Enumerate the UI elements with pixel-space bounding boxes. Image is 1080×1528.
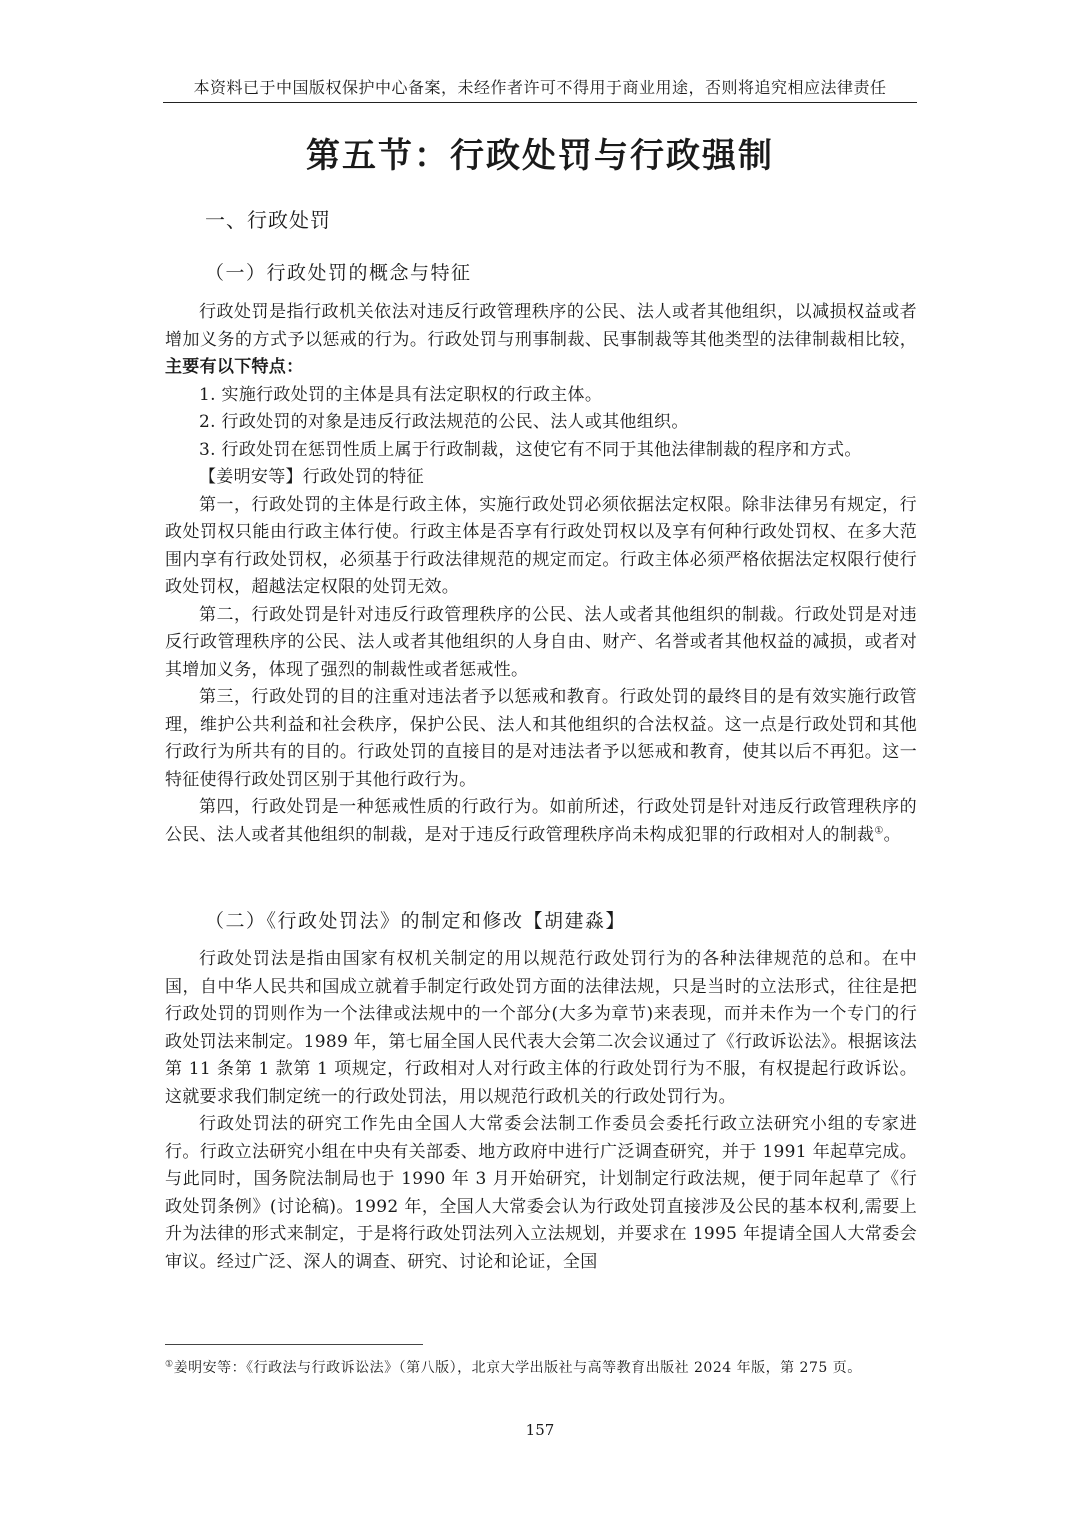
subsection-heading-2: （二）《行政处罚法》的制定和修改【胡建淼】 — [205, 910, 627, 932]
feature-item-3: 3. 行政处罚在惩罚性质上属于行政制裁，这使它有不同于其他法律制裁的程序和方式。 — [199, 439, 862, 460]
subsection-heading-1: （一）行政处罚的概念与特征 — [205, 262, 472, 284]
intro-text: 行政处罚是指行政机关依法对违反行政管理秩序的公民、法人或者其他组织，以减损权益或者增加义务的方式予以惩戒的行为。行政处罚与刑事制裁、民事制裁等其他类型的法律制裁相比较， — [165, 302, 917, 350]
subsection-2-body — [165, 946, 917, 1276]
footnote — [165, 1356, 917, 1381]
paragraph-first: 第一，行政处罚的主体是行政主体，实施行政处罚必须依据法定权限。除非法律另有规定，行政处罚权只能由行政主体行使。行政主体是否享有行政处罚权以及享有何种行政处罚权、在多大范围内享有行政处罚权，必须基于行政法律规范的规定而定。行政主体必须严格依据法定权限行使行政处罚权，超越法定权限的处罚无效。 — [165, 494, 917, 597]
paragraph-third: 第三，行政处罚的目的注重对违法者予以惩戒和教育。行政处罚的最终目的是有效实施行政管理，维护公共利益和社会秩序，保护公民、法人和其他组织的合法权益。这一点是行政处罚和其他行政行为所共有的目的。行政处罚的直接目的是对违法者予以惩戒和教育，使其以后不再犯。这一特征使得行政处罚区别于其他行政行为。 — [165, 687, 917, 790]
page-number: 157 — [525, 1421, 555, 1439]
paragraph-fourth — [165, 794, 917, 849]
paragraph-fourth-end: 。 — [883, 824, 901, 845]
feature-item-2: 2. 行政处罚的对象是违反行政法规范的公民、法人或其他组织。 — [199, 412, 689, 432]
header-rule — [163, 102, 917, 103]
footnote-text: 姜明安等：《行政法与行政诉讼法》（第八版），北京大学出版社与高等教育出版社 2024 年版，第 275 页。 — [173, 1360, 862, 1376]
intro-paragraph — [165, 299, 917, 382]
subsection-1-body — [165, 299, 917, 849]
copyright-notice: 本资料已于中国版权保护中心备案，未经作者许可不得用于商业用途，否则将追究相应法律责任 — [193, 78, 887, 97]
section-heading: 一、行政处罚 — [205, 208, 331, 232]
footnote-reference[interactable]: ① — [874, 824, 884, 836]
source-label: 【姜明安等】行政处罚的特征 — [199, 467, 424, 487]
chapter-title: 第五节：行政处罚与行政强制 — [306, 136, 774, 176]
law-history-paragraph-1: 行政处罚法是指由国家有权机关制定的用以规范行政处罚行为的各种法律规范的总和。在中国，自中华人民共和国成立就着手制定行政处罚方面的法律法规，只是当时的立法形式，往往是把行政处罚的罚则作为一个法律或法规中的一个部分(大多为章节)来表现，而并未作为一个专门的行政处罚法来制定。1989 年，第七届全国人民代表大会第二次会议通过了《行政诉讼法》。根据该法第 11 条第 1 款第 1 项规定，行政相对人对行政主体的行政处罚行为不服，有权提起行政诉讼。这就要求我们制定统一的行政处罚法，用以规范行政机关的行政处罚行为。 — [165, 949, 917, 1107]
footnote-mark: ① — [165, 1359, 174, 1370]
paragraph-fourth-text: 第四，行政处罚是一种惩戒性质的行政行为。如前所述，行政处罚是针对违反行政管理秩序的公民、法人或者其他组织的制裁，是对于违反行政管理秩序尚未构成犯罪的行政相对人的制裁 — [165, 797, 917, 845]
intro-emphasis: 主要有以下特点： — [165, 357, 304, 377]
footnote-rule — [165, 1344, 423, 1345]
paragraph-second: 第二，行政处罚是针对违反行政管理秩序的公民、法人或者其他组织的制裁。行政处罚是对违反行政管理秩序的公民、法人或者其他组织的人身自由、财产、名誉或者其他权益的减损，或者对其增加义务，体现了强烈的制裁性或者惩戒性。 — [165, 604, 917, 680]
law-history-paragraph-2: 行政处罚法的研究工作先由全国人大常委会法制工作委员会委托行政立法研究小组的专家进行。行政立法研究小组在中央有关部委、地方政府中进行广泛调查研究，并于 1991 年起草完成。与此同时，国务院法制局也于 1990 年 3 月开始研究，计划制定行政法规，便于同年起草了《行政处罚条例》(讨论稿)。1992 年，全国人大常委会认为行政处罚直接涉及公民的基本权利,需要上升为法律的形式来制定，于是将行政处罚法列入立法规划，并要求在 1995 年提请全国人大常委会审议。经过广泛、深人的调查、研究、讨论和论证，全国 — [165, 1114, 917, 1272]
feature-item-1: 1. 实施行政处罚的主体是具有法定职权的行政主体。 — [199, 384, 603, 405]
